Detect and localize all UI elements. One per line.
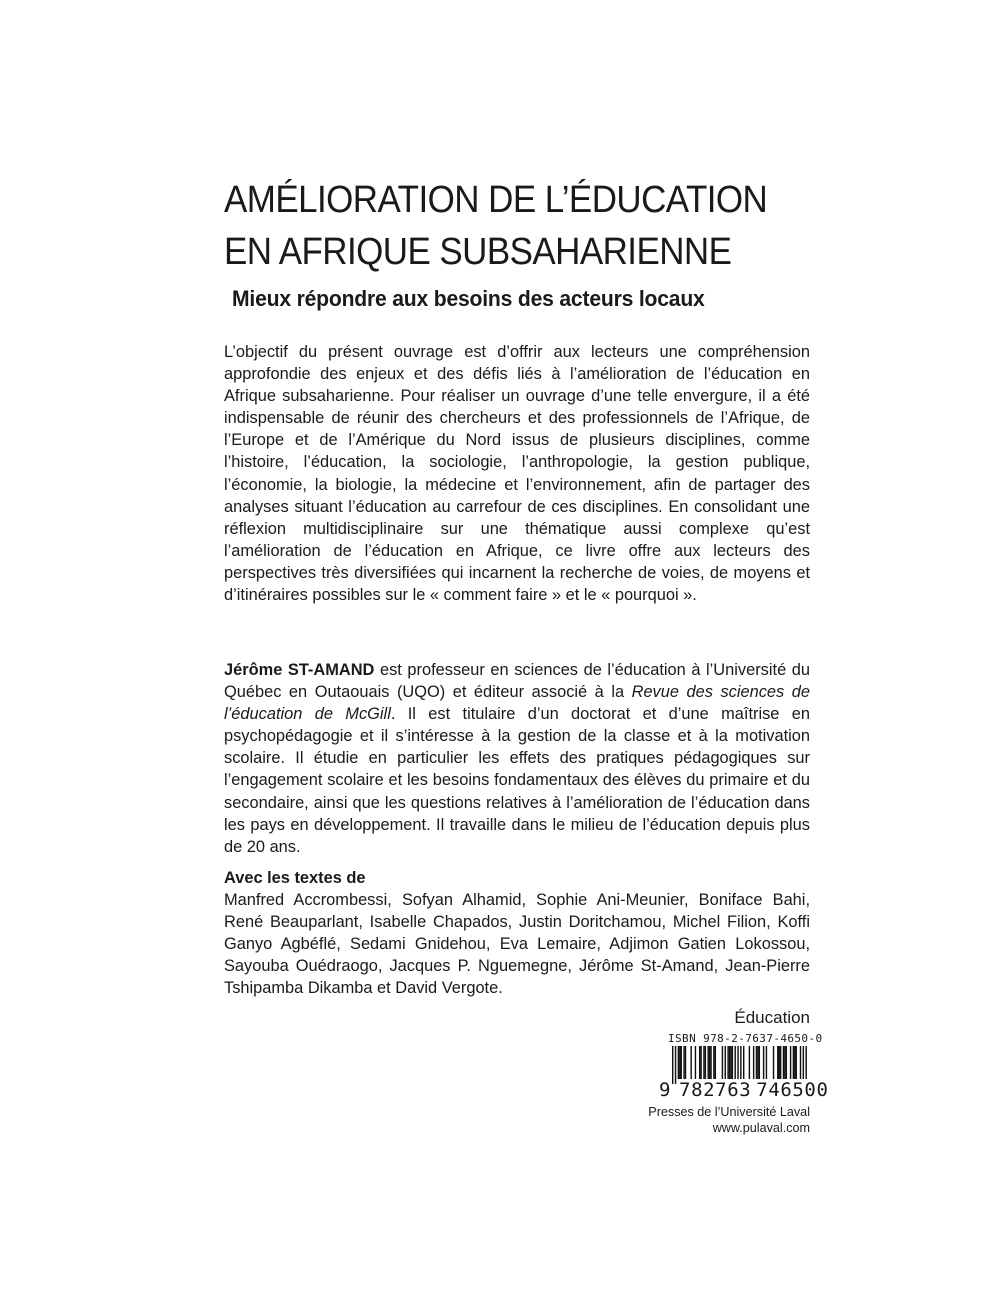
barcode-bar (708, 1046, 709, 1079)
barcode-bar (705, 1046, 706, 1079)
barcode-bar (759, 1046, 760, 1079)
book-subtitle: Mieux répondre aux besoins des acteurs locaux (232, 286, 705, 311)
barcode-bar (679, 1046, 680, 1079)
book-title-line-1: AMÉLIORATION DE L’ÉDUCATION (224, 179, 768, 221)
barcode-bar (713, 1046, 714, 1079)
barcode-bar (695, 1046, 696, 1079)
barcode-bar (780, 1046, 781, 1079)
barcode-bar (784, 1046, 785, 1079)
barcode-bar (794, 1046, 795, 1079)
barcode-bar (800, 1046, 801, 1079)
barcode-bar (777, 1046, 778, 1079)
barcode-bar (756, 1046, 757, 1079)
barcode-bar (681, 1046, 682, 1079)
contributors-list: Manfred Accrombessi, Sofyan Alhamid, Sophie Ani-Meunier, Boniface Bahi, René Beauparlant, Isabelle Chapados, Justin Doritchamou, Michel Filion, Koffi Ganyo Agbéflé, Sedami Gnidehou, Eva Lemaire, Adjimon Gatien Lokossou, Sayouba Ouédraogo, Jacques P. Nguemegne, Jérôme St-Amand, Jean-Pierre Tshipamba Dikamba et David Vergote. (224, 891, 810, 998)
barcode-bar (793, 1046, 794, 1079)
barcode-bar (779, 1046, 780, 1079)
barcode-bar (725, 1046, 726, 1079)
barcode-bar (753, 1046, 754, 1079)
barcode-digits-left: 782763 (679, 1079, 752, 1101)
barcode-digit-first: 9 (659, 1079, 672, 1101)
barcode-bar (685, 1046, 686, 1079)
book-title (224, 174, 768, 278)
barcode-bar (796, 1046, 797, 1079)
barcode-bar (722, 1046, 723, 1079)
barcode-bar (766, 1046, 767, 1079)
barcode-bar (749, 1046, 750, 1079)
barcode-bar (732, 1046, 733, 1079)
barcode-bar (757, 1046, 758, 1079)
barcode-bar (790, 1046, 791, 1079)
barcode-bar (783, 1046, 784, 1079)
barcode-bar (710, 1046, 711, 1079)
author-name: Jérôme ST-AMAND (224, 661, 375, 679)
barcode-bar (678, 1046, 679, 1079)
barcode-bar (699, 1046, 700, 1079)
barcode-bar (734, 1046, 735, 1079)
collection-label: Éducation (734, 1008, 810, 1027)
barcode-bar (730, 1046, 731, 1079)
journal-name: Revue des sciences de l’éducation de McGill (224, 683, 811, 724)
barcode-bar (700, 1046, 701, 1079)
book-title-line-2: EN AFRIQUE SUBSAHARIENNE (224, 231, 732, 273)
barcode-bar (786, 1046, 787, 1079)
isbn-label: ISBN 978-2-7637-4650-0 (668, 1032, 823, 1045)
book-summary: L’objectif du présent ouvrage est d’offrir aux lecteurs une compréhension approfondie des enjeux et des défis liés à l’amélioration de l’éducation en Afrique subsaharienne. Pour réaliser un ouvrage d’une telle envergure, il a été indispensable de réunir des chercheurs et des professionnels de l’Afrique, de l’Europe et de l’Amérique du Nord issus de plusieurs disciplines, comme l’histoire, l’éducation, la sociologie, l’anthropologie, la gestion publique, l’économie, la biologie, la médecine et l’environnement, afin de partager des analyses situant l’éducation au carrefour de ces disciplines. En consolidant une réflexion multidisciplinaire sur une thématique aussi complexe qu’est l’amélioration de l’éducation en Afrique, ce livre offre aux lecteurs des perspectives très diversifiées qui incarnent la recherche de voies, de moyens et d’itinéraires possibles sur le « comment faire » et le « pourquoi ». (224, 343, 810, 605)
barcode-bar (743, 1046, 744, 1079)
barcode-bar (690, 1046, 691, 1079)
publisher-website: www.pulaval.com (712, 1121, 810, 1135)
author-bio-text-1: est professeur en sciences de l’éducation à l’Université du Québec en Outaouais (UQO) et éditeur associé à la (224, 661, 810, 702)
barcode-bar (709, 1046, 710, 1079)
author-bio (224, 659, 810, 858)
barcode-digits (659, 1079, 829, 1101)
barcode-bar (727, 1046, 728, 1079)
barcode-bar (763, 1046, 764, 1079)
author-bio-text-2: . Il est titulaire d’un doctorat et d’une maîtrise en psychopédagogie et il s’intéresse à la gestion de la classe et à la motivation scolaire. Il étudie en particulier les effets des pratiques pédagogiques sur l’engagement scolaire et les besoins fondamentaux des élèves du primaire et du secondaire, ainsi que les questions relatives à l’amélioration de l’éducation dans les pays en développement. Il travaille dans le milieu de l’éducation depuis plus de 20 ans. (224, 705, 810, 856)
barcode-digits-right: 746500 (756, 1079, 829, 1101)
publisher-name: Presses de l’Université Laval (648, 1105, 810, 1119)
barcode-bar (683, 1046, 684, 1079)
barcode-bar (729, 1046, 730, 1079)
contributors-heading: Avec les textes de (224, 869, 366, 887)
publisher-info (648, 1104, 810, 1136)
barcode-bar (773, 1046, 774, 1079)
barcode-bar (715, 1046, 716, 1079)
barcode-bar (703, 1046, 704, 1079)
